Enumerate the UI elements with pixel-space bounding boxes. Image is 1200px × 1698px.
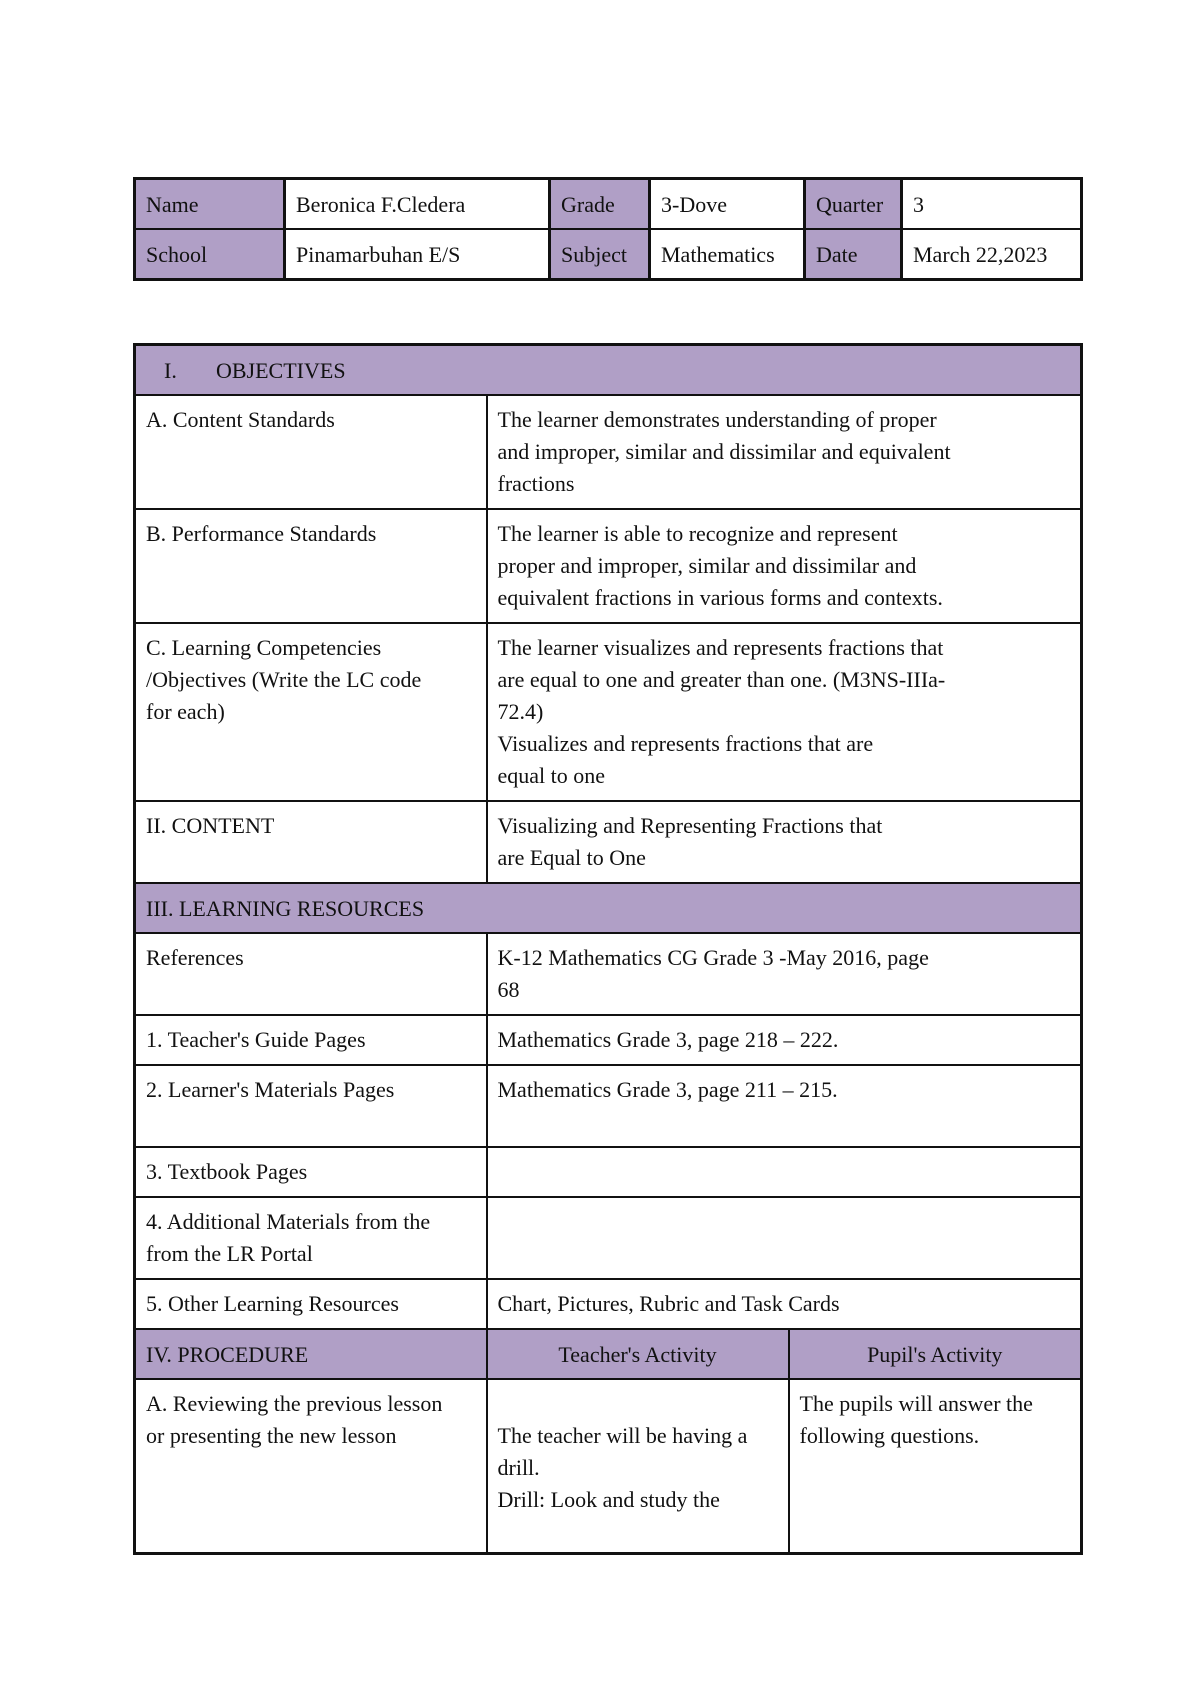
resources-heading: III. LEARNING RESOURCES [135,883,1082,933]
objectives-heading [135,345,1082,396]
performance-standards-row [135,509,1082,623]
grade-label: Grade [550,179,650,230]
content-label: II. CONTENT [135,801,487,883]
row-value: The learner demonstrates understanding of proper and improper, similar and dissimilar and equivalent fractions [487,395,1082,509]
quarter-value: 3 [902,179,1082,230]
procedure-row [135,1379,1082,1553]
row-label: 4. Additional Materials from the from the LR Portal [135,1197,487,1279]
content-row [135,801,1082,883]
school-label: School [135,229,285,280]
row-label: 3. Textbook Pages [135,1147,487,1197]
references-row [135,933,1082,1015]
teachers-guide-row [135,1015,1082,1065]
content-standards-row [135,395,1082,509]
procedure-header-row [135,1329,1082,1379]
row-value: Chart, Pictures, Rubric and Task Cards [487,1279,1082,1329]
teacher-activity-header: Teacher's Activity [487,1329,789,1379]
teacher-activity-text: The teacher will be having a drill. Drill: Look and study the [487,1379,789,1553]
row-value: The learner visualizes and represents fractions that are equal to one and greater than one. (M3NS-IIIa- 72.4) Visualizes and represents fractions that are equal to one [487,623,1082,801]
quarter-label: Quarter [805,179,902,230]
procedure-heading: IV. PROCEDURE [135,1329,487,1379]
row-label: A. Content Standards [135,395,487,509]
row-value: The learner is able to recognize and represent proper and improper, similar and dissimilar and equivalent fractions in various forms and contexts. [487,509,1082,623]
grade-value: 3-Dove [650,179,805,230]
lesson-plan-table [133,343,1083,1555]
subject-value: Mathematics [650,229,805,280]
name-label: Name [135,179,285,230]
info-row-1 [135,179,1082,230]
content-value: Visualizing and Representing Fractions that are Equal to One [487,801,1082,883]
objectives-number: I. [164,358,177,383]
date-value: March 22,2023 [902,229,1082,280]
subject-label: Subject [550,229,650,280]
school-value: Pinamarbuhan E/S [285,229,550,280]
row-label: C. Learning Competencies /Objectives (Write the LC code for each) [135,623,487,801]
date-label: Date [805,229,902,280]
row-value [487,1197,1082,1279]
pupil-activity-header: Pupil's Activity [789,1329,1082,1379]
other-resources-row [135,1279,1082,1329]
additional-materials-row [135,1197,1082,1279]
textbook-pages-row [135,1147,1082,1197]
learners-materials-row [135,1065,1082,1147]
lesson-info-table [133,177,1083,281]
row-label: B. Performance Standards [135,509,487,623]
row-label: References [135,933,487,1015]
name-value: Beronica F.Cledera [285,179,550,230]
learning-competencies-row [135,623,1082,801]
row-value: Mathematics Grade 3, page 211 – 215. [487,1065,1082,1147]
resources-header-row [135,883,1082,933]
objectives-header-row [135,345,1082,396]
objectives-title: OBJECTIVES [216,358,346,383]
row-value: Mathematics Grade 3, page 218 – 222. [487,1015,1082,1065]
row-label: 5. Other Learning Resources [135,1279,487,1329]
info-row-2 [135,229,1082,280]
row-value: K-12 Mathematics CG Grade 3 -May 2016, page 68 [487,933,1082,1015]
row-value [487,1147,1082,1197]
row-label: 2. Learner's Materials Pages [135,1065,487,1147]
row-label: 1. Teacher's Guide Pages [135,1015,487,1065]
procedure-step-label: A. Reviewing the previous lesson or presenting the new lesson [135,1379,487,1553]
pupil-activity-text: The pupils will answer the following questions. [789,1379,1082,1553]
